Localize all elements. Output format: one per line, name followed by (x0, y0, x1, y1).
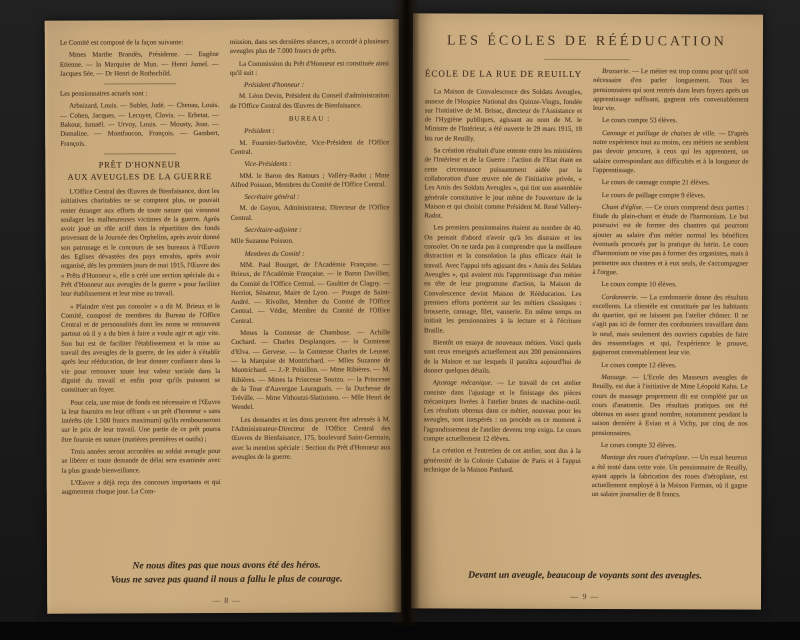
trade-name-ajustage: Ajustage mécanique. (432, 379, 493, 387)
paragraph: MM. le Baron des Ratours ; Valléry-Radot ; Mme Alfred Poisson, Membres du Comité de l'Office Central. (230, 171, 390, 189)
title-rule (544, 59, 630, 60)
trade-text: — Un essai heureux a été tenté dans cette voie. Un pensionnaire de Reuilly, ayant appris la fabrication des roues d'aéroplane, est actuellement employé à la Maison Farman, où il gagne un salaire journalier de 8 francs. (591, 454, 748, 499)
paragraph-brosserie (593, 67, 749, 114)
pensioners-list: Arbaizard, Louis. — Sublet, Judé. — Chenau, Louis. — Cohen, Jacques. — Lecuyer, Clovis. — Erbetat. — Bakour, Ismaël. — Urvoy, Louis. — Mousty, Jean. — Damaline. — Montfaucon, François. — Gambert, François. (60, 102, 220, 148)
paragraph: Pour cela, une mise de fonds est nécessaire et l'Œuvre la leur fournira en leur offrant « un prêt d'honneur » sans intérêts (de 1.500 francs maximum) qu'ils rembourseront sur le prix de leur travail. Une partie de ce prêt pourra être fournie en nature (matières premières et outils) ; (61, 398, 221, 444)
divider (104, 153, 176, 154)
paragraph: M. Léon Devin, Président du Conseil d'administration de l'Office Central des Œuvres de Bienfaisance. (230, 92, 390, 110)
paragraph: Mlle Suzanne Poisson. (230, 238, 294, 246)
left-column-1 (60, 38, 221, 560)
paragraph: M. de Goyon, Administrateur, Directeur de l'Office Central. (230, 204, 390, 222)
role-heading-vice-presidents: Vice-Présidents : (244, 160, 292, 169)
divider (103, 83, 175, 84)
section-heading-pret-honneur (60, 159, 219, 184)
trade-name-massage: Massage. (601, 373, 628, 382)
paragraph: Sa création résultait d'une entente entre les ministères de l'Intérieur et de la Guerre : l'action de l'Etat étant en cette circonstance puissamment aidée par la collaboration d'une œuvre née de l'initiative privée, « Les Amis des Soldats Aveugles », qui tint son assemblée générale constitutive le jour même de l'ouverture de la Maison et qui choisit comme Président M. René Vallery-Radot. (424, 147, 582, 220)
bureau-heading: BUREAU : (288, 115, 331, 123)
right-page-columns (423, 66, 749, 569)
paragraph: MM. Paul Bourget, de l'Académie Française. — Brieux, de l'Académie Française. — le Baron Davillier, du Comité de l'Office Central. — Gaultier de Clagny. — Herriot, Sénateur, Maire de Lyon. — Pouget de Saint-André. — Rivollet, Membre du Comité de l'Office Central. — Védie, Membre du Comité de l'Office Central. (230, 261, 390, 325)
trade-text: — D'après notre expérience tout au moins, ces métiers ne semblent pas devoir procurer, à ceux qui les apprennent, un salaire correspondant aux difficultés et à la longueur de l'apprentissage. (592, 130, 749, 175)
paragraph: La Maison de Convalescence des Soldats Aveugles, annexe de l'Hospice National des Quinze-Vingts, fondée sur l'initiative de M. Brisac, directeur de l'Assistance et de l'Hygiène publiques, agissant au nom de M. le Ministre de l'Intérieur, a été ouverte le 29 mars 1915, 19 bis rue de Reuilly. (424, 88, 583, 143)
paragraph: La Commission du Prêt d'Honneur est constituée ainsi qu'il suit : (229, 59, 389, 77)
course-count: Le cours de paillage compte 9 élèves. (601, 191, 706, 199)
paragraph-montage (592, 453, 748, 500)
role-heading-secretary-general: Secrétaire général : (244, 193, 300, 202)
paragraph-cordonnerie (592, 293, 748, 359)
paragraph: « Plaindre n'est pas consoler » a dit M. Brieux et le Comité, composé de membres du Bureau de l'Office Central et de personnalités dont les noms se retrouvent partout où il y a du bien à faire a voulu agir et agir vite. Son but est de faciliter l'établissement et la mise au travail des aveugles de la guerre, de les aider à s'établir après leur rééducation, de leur donner confiance dans la vie pour retrouver toute leur valeur sociale dans la dignité du travail et enfin pour qu'ils puissent se constituer un foyer. (60, 302, 221, 394)
course-count: Le cours compte 12 élèves. (601, 361, 677, 369)
left-page (45, 19, 402, 614)
left-column-2 (230, 37, 391, 559)
right-page-footer (423, 568, 747, 604)
paragraph: L'Œuvre a déjà reçu des concours importants et qui augmentent chaque jour. La Com- (61, 478, 221, 496)
trade-text: — Le métier est trop connu pour qu'il soit nécessaire d'en parler longuement. Tous les pensionnaires qui sont rentrés dans leurs foyers après un apprentissage suffisant, gagnent très convenablement leur vie. (593, 68, 749, 113)
footer-quote-right: Devant un aveugle, beaucoup de voyants sont des aveugles. (468, 569, 703, 582)
paragraph: mission, dans ses dernières séances, a accordé à plusieurs aveugles plus de 7.000 francs de prêts. (229, 38, 389, 56)
scan-bottom-border (0, 622, 800, 640)
trade-name-montage: Montage des roues d'aéroplane. (600, 454, 690, 462)
paragraph: Trois années seront accordées au soldat aveugle pour se libérer et toute demande de délai sera examinée avec la plus grande bienveillance. (61, 447, 221, 475)
trade-name-brosserie: Brosserie. (602, 68, 631, 76)
course-count: Le cours compte 10 élèves. (601, 281, 677, 289)
footer-quote-left (62, 558, 391, 587)
page-title: LES ÉCOLES DE RÉÉDUCATION (446, 33, 727, 50)
left-page-columns (60, 37, 391, 559)
paragraph: M. Fournier-Sarlovèze, Vice-Président de l'Office Central. (230, 138, 390, 156)
page-number-left: — 8 — (212, 595, 242, 606)
right-column-1 (423, 66, 582, 569)
trade-text: — Ce cours comprend deux parties : Etude du plain-chant et étude de l'harmonium. Le but poursuivi est de former des chantres qui pourront ajouter au salaire d'un métier normal les bénéfices éventuels procurés par la pratique du lutrin. Le cours d'harmonium ne vise pas à former des organistes, mais à permettre aux chantres et à eux seuls, de s'accompagner à l'orgue. (592, 204, 749, 277)
footer-quote-line1: Ne nous dites pas que nous avons été des héros. (132, 559, 321, 572)
role-heading-committee-members: Membres du Comité : (244, 250, 305, 258)
trade-text: — L'Ecole des Masseurs aveugles de Reuilly, est due à l'initiative de Mme Léopold Kahn. Le cours de massage proprement dit est complété par un cours d'anatomie. Des résultats pratiques ont été obtenus en assez grand nombre, notamment pendant la saison dernière à Evian et à Vichy, par cinq de nos pensionnaires. (591, 374, 748, 437)
paragraph: Mmes la Comtesse de Chambuse. — Achille Cochard. — Charles Desplanques. — la Comtesse d'Elva. — Gervese. — la Comtesse Charles de Leusse. — la Marquise de Montrichard. — Mlles Suzanne de Montrichard. — J.-P. Polaillon. — Mme Ribières. — M. Ribières. — Mmes la Princesse Soutzo. — la Princesse de la Tour d'Auvergne Lauraguais. — la Duchesse de Tréville. — Mme Vithoutzi-Slatiniano. — Mlle Henri de Wendel. (231, 329, 391, 412)
trade-name-cannage: Cannage et paillage de chaises de ville. (601, 129, 717, 138)
left-page-footer (62, 558, 391, 608)
right-page-content (411, 13, 763, 609)
trade-name-chant: Chant d'église. (601, 203, 644, 212)
role-heading-secretary-adjointe: Secrétaire-adjointe : (244, 226, 302, 234)
role-heading-honor-president: Président d'honneur : (243, 81, 305, 90)
paragraph: L'Office Central des Œuvres de Bienfaisance, dont les initiatives charitables ne se comptent plus, ne pouvait rester étranger aux efforts de toute nature qui viennent soulager les malheureuses victimes de la guerre. Après avoir joué un rôle actif dans la répartition des fonds provenant de la Journée des Orphelins, après avoir donné son patronage et le concours de ses bureaux à l'Œuvre des Eglises dévastées des pays envahis, après avoir organisé, dès les premiers jours de mai 1915, l'Œuvre des « Prêts d'Honneur », elle a créé une section spéciale du « Prêt d'Honneur aux aveugles de la guerre » pour faciliter leur établissement et leur mise au travail. (60, 187, 220, 298)
pensioners-intro: Les pensionnaires actuels sont : (60, 90, 148, 98)
trade-text: — Le travail de cet atelier consiste dans l'ajustage et le finissage des pièces mécaniques livrées à l'atelier brutes de machine-outil. Les résultats obtenus dans ce métier, nouveau pour les aveugles, sont inespérés : on procède en ce moment à l'agrandissement de l'atelier devenu trop exigu. Le cours compte actuellement 12 élèves. (423, 379, 582, 443)
course-count: Le cours compte 32 élèves. (600, 442, 677, 450)
right-page (411, 13, 763, 609)
committee-members: Mmes Marthe Brandès, Présidente. — Eugène Etienne. — la Marquise de Mun. — Henri Jumel. — Jacques Sée. — Dr Henri de Rothschild. (59, 51, 219, 78)
section-heading-line1: PRÊT D'HONNEUR (98, 160, 181, 170)
right-column-2 (591, 67, 748, 570)
school-heading-reuilly: ÉCOLE DE LA RUE DE REUILLY (424, 68, 583, 79)
footer-quote-line2: Vous ne savez pas quand il nous a fallu le plus de courage. (110, 573, 343, 586)
paragraph: Les premiers pensionnaires étaient au nombre de 40. On pensait d'abord n'avoir qu'à les distraire et les consoler. On ne tarda pas à comprendre que la meilleure distraction et la consolation la plus efficace était le travail. Avec l'appui très agissant des « Amis des Soldats Aveugles », qui avaient mis l'apprentissage d'un métier en tête de leur programme d'action, la Maison de Convalescence devint Maison de Rééducation. Les premiers efforts portèrent sur les métiers classiques : brosserie, cannage, filet, vannerie. En même temps on initiait les pensionnaires à la lecture et à l'écriture Braille. (423, 224, 582, 335)
trade-text: — La cordonnerie donne des résultats excellents. La clientèle est constituée par les habitants du quartier, qui ne laissent pas l'atelier chômer. Il ne s'agit pas ici de former des cordonniers travaillant dans le neuf, mais seulement des ouvriers capables de faire des ressemelages et qui, l'expérience le prouve, gagneront convenablement leur vie. (592, 293, 749, 357)
role-heading-president: Président : (244, 128, 275, 136)
paragraph: Bientôt on essaya de nouveaux métiers. Voici quels sont ceux enseignés actuellement aux 200 pensionnaires de la Maison et sur lesquels il paraîtra aujourd'hui de donner quelques détails. (423, 339, 582, 375)
trade-name-cordonnerie: Cordonnerie. (601, 293, 639, 301)
paragraph-chant (592, 203, 748, 278)
paragraph: Les demandes et les dons peuvent être adressés à M. l'Administrateur-Directeur de l'Office Central des Œuvres de Bienfaisance, 175, boulevard Saint-Germain, avec la mention spéciale : Section du Prêt d'Honneur aux aveugles de la guerre. (231, 415, 391, 461)
paragraph-cannage (593, 129, 749, 176)
paragraph-massage (592, 373, 748, 439)
section-heading-line2: AUX AVEUGLES DE LA GUERRE (67, 172, 213, 182)
paragraph: La création et l'entretien de cet atelier, sont dus à la générosité de la Colonie Cubaine de Paris et à l'appui technique de la Maison Panhard. (423, 447, 581, 474)
page-number-right: — 9 — (570, 591, 600, 602)
paragraph-ajustage (424, 379, 582, 445)
left-page-content (45, 19, 402, 614)
course-count: Le cours de cannage compte 21 élèves. (601, 179, 710, 187)
course-count: Le cours compte 53 élèves. (601, 117, 678, 125)
committee-intro: Le Comité est composé de la façon suivante: (59, 39, 184, 47)
